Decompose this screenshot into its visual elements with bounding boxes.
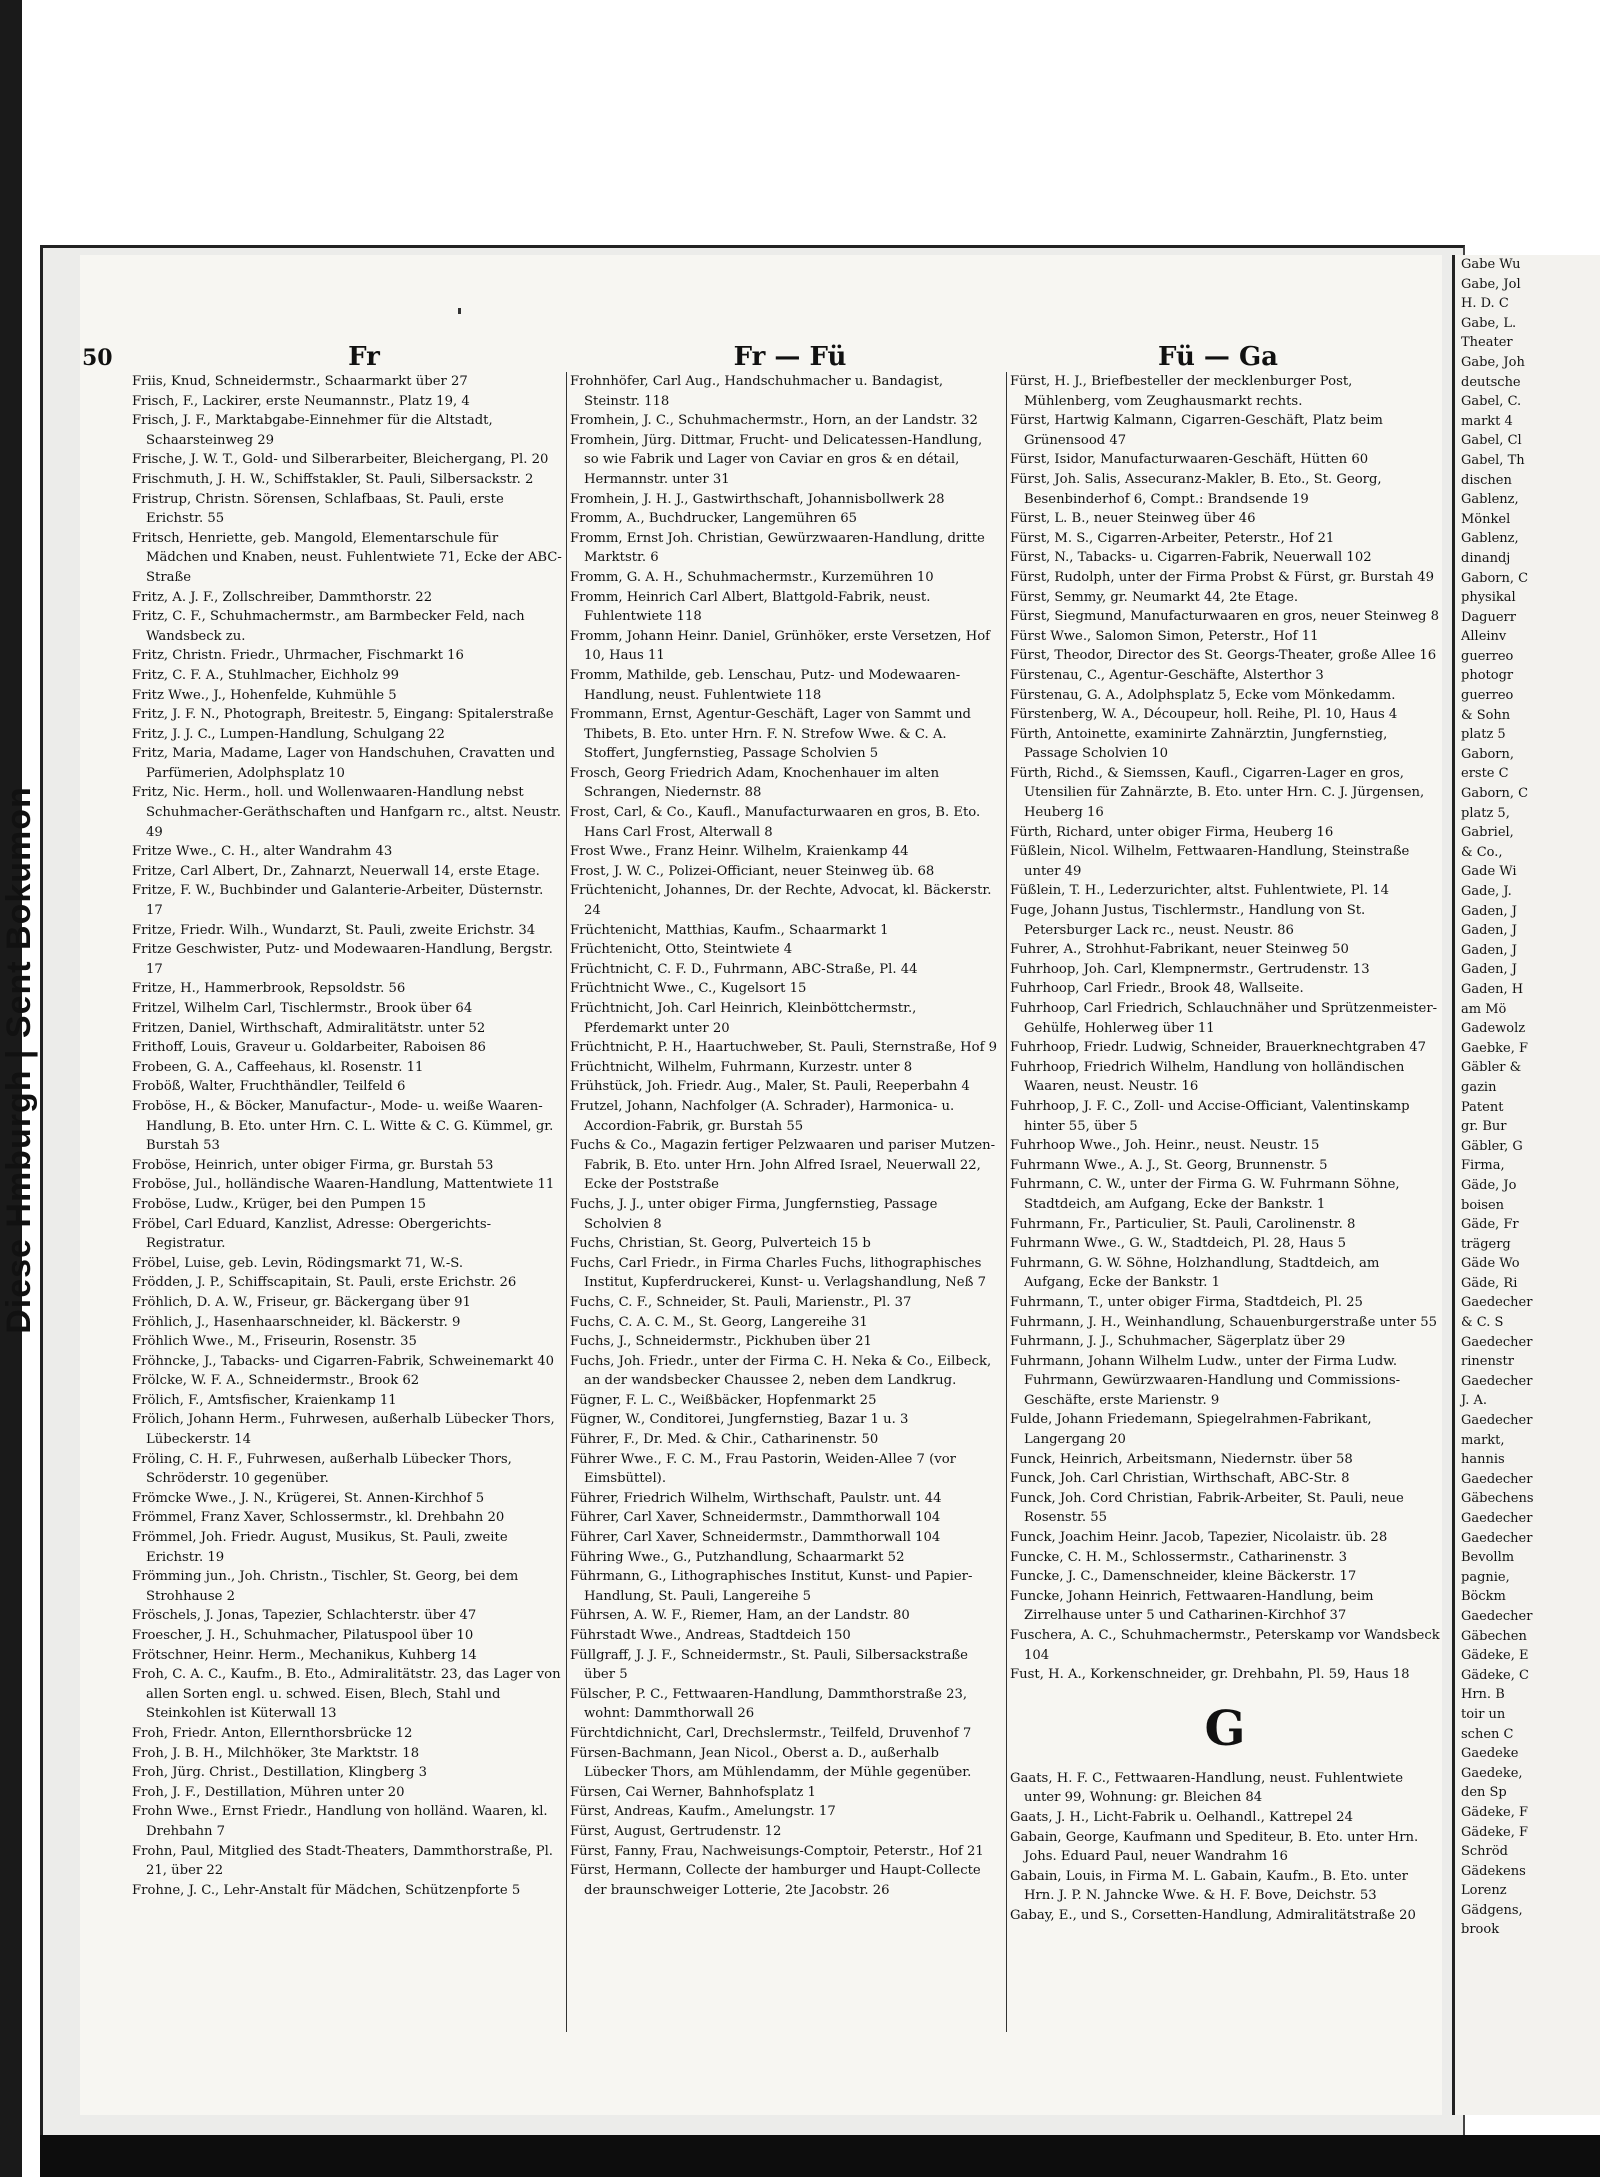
directory-entry: Gädeke, F	[1461, 1804, 1529, 1820]
directory-entry: Fürst Wwe., Salomon Simon, Peterstr., Hof 11	[1010, 628, 1319, 644]
column-header-1: Fr	[348, 342, 380, 372]
directory-entry: Frost, Carl, & Co., Kaufl., Manufacturwaaren en gros, B. Eto. Hans Carl Frost, Alterwall 8	[570, 805, 981, 840]
directory-entry: Fuhrmann, J. J., Schuhmacher, Sägerplatz über 29	[1010, 1334, 1346, 1350]
directory-entry: Fröling, C. H. F., Fuhrwesen, außerhalb Lübecker Thors, Schröderstr. 10 gegenüber.	[132, 1451, 512, 1487]
directory-entry: brook	[1461, 1922, 1500, 1938]
directory-entry: Fürst, Semmy, gr. Neumarkt 44, 2te Etage.	[1010, 589, 1299, 605]
directory-entry: Fürsen, Cai Werner, Bahnhofsplatz 1	[570, 1784, 816, 1800]
directory-entry: den Sp	[1461, 1785, 1507, 1801]
directory-entry: Froh, J. F., Destillation, Mühren unter 20	[132, 1784, 405, 1800]
directory-entry: Gädeke, F	[1461, 1824, 1529, 1840]
directory-entry: Früchtenicht, Matthias, Kaufm., Schaarmarkt 1	[570, 922, 889, 938]
directory-entry: Fuhrmann, G. W. Söhne, Holzhandlung, Stadtdeich, am Aufgang, Ecke der Bankstr. 1	[1010, 1255, 1380, 1291]
directory-entry: Gaden, J	[1461, 903, 1517, 919]
directory-entry: Funck, Joachim Heinr. Jacob, Tapezier, Nicolaistr. üb. 28	[1010, 1530, 1388, 1546]
directory-entry: Fröhlich Wwe., M., Friseurin, Rosenstr. 35	[132, 1334, 417, 1350]
directory-entry: Fuchs, J. J., unter obiger Firma, Jungfernstieg, Passage Scholvien 8	[570, 1196, 938, 1232]
directory-entry: Fürstenau, C., Agentur-Geschäfte, Alsterthor 3	[1010, 667, 1324, 683]
directory-entry: Froböß, Walter, Fruchthändler, Teilfeld 6	[132, 1079, 406, 1095]
directory-entry: Gabe, L.	[1461, 315, 1517, 331]
directory-entry: & C. S	[1461, 1315, 1504, 1331]
directory-entry: Fröhlich, J., Hasenhaarschneider, kl. Bäckerstr. 9	[132, 1314, 461, 1330]
column-header-3: Fü — Ga	[1157, 342, 1279, 372]
directory-entry: Fritzel, Wilhelm Carl, Tischlermstr., Brook über 64	[132, 1001, 473, 1016]
directory-entry: Früchtenicht, Johannes, Dr. der Rechte, Advocat, kl. Bäckerstr. 24	[570, 883, 992, 919]
directory-entry: Patent	[1461, 1099, 1504, 1115]
directory-entry: Gabe, Jol	[1461, 276, 1521, 292]
directory-entry: Gaedecher	[1461, 1530, 1533, 1546]
directory-entry: Fust, H. A., Korkenschneider, gr. Drehbahn, Pl. 59, Haus 18	[1010, 1667, 1410, 1683]
directory-entry: Fürst, M. S., Cigarren-Arbeiter, Peterstr., Hof 21	[1010, 530, 1335, 546]
directory-entry: hannis	[1461, 1452, 1505, 1468]
directory-entry: Führer, Friedrich Wilhelm, Wirthschaft, Paulstr. unt. 44	[570, 1490, 942, 1506]
directory-entry: Frohn, Paul, Mitglied des Stadt-Theaters, Dammthorstraße, Pl. 21, über 22	[132, 1843, 553, 1879]
directory-entry: Theater	[1461, 335, 1513, 351]
page-number: 50	[82, 345, 113, 371]
directory-entry: Fröbel, Carl Eduard, Kanzlist, Adresse: Obergerichts-Registratur.	[132, 1216, 492, 1252]
directory-entry: Fürst, Siegmund, Manufacturwaaren en gros, neuer Steinweg 8	[1010, 609, 1439, 625]
directory-entry: Frisch, J. F., Marktabgabe-Einnehmer für die Altstadt, Schaarsteinweg 29	[132, 413, 493, 448]
directory-entry: Fuhrmann Wwe., G. W., Stadtdeich, Pl. 28, Haus 5	[1010, 1236, 1346, 1252]
directory-entry: Fuhrhoop, Friedrich Wilhelm, Handlung von holländischen Waaren, neust. Neustr. 16	[1010, 1059, 1405, 1095]
directory-entry: boisen	[1461, 1197, 1505, 1213]
directory-entry: Früchtnicht, Wilhelm, Fuhrmann, Kurzestr. unter 8	[570, 1059, 913, 1075]
directory-column-3	[1010, 372, 1440, 2032]
directory-entry: Fürth, Antoinette, examinirte Zahnärztin, Jungfernstieg, Passage Scholvien 10	[1010, 726, 1388, 762]
directory-entry: Fritze Wwe., C. H., alter Wandrahm 43	[132, 844, 393, 860]
directory-entry: Gaedeke	[1461, 1746, 1519, 1762]
directory-entry: Fritze, F. W., Buchbinder und Galanterie-Arbeiter, Düsternstr. 17	[132, 883, 544, 919]
directory-entry: Fürst, Rudolph, unter der Firma Probst & Fürst, gr. Burstah 49	[1010, 569, 1435, 585]
directory-entry: Gaats, J. H., Licht-Fabrik u. Oelhandl., Kattrepel 24	[1010, 1809, 1353, 1825]
directory-entry: Frommann, Ernst, Agentur-Geschäft, Lager von Sammt und Thibets, B. Eto. unter Hrn. F. N. Strefow Wwe. & C. A. Stoffert, Jungfernstieg, Passage Scholvien 5	[570, 707, 972, 762]
column-header-2: Fr — Fü	[733, 342, 847, 372]
directory-entry: Fuhrhoop Wwe., Joh. Heinr., neust. Neustr. 15	[1010, 1138, 1320, 1154]
directory-entry: Frömming jun., Joh. Christn., Tischler, St. Georg, bei dem Strohhause 2	[132, 1569, 519, 1604]
directory-entry: Froh, Friedr. Anton, Ellernthorsbrücke 12	[132, 1725, 413, 1741]
directory-entry: markt,	[1461, 1432, 1505, 1448]
directory-entry: Führmann, G., Lithographisches Institut, Kunst- und Papier-Handlung, St. Pauli, Langereihe 5	[570, 1569, 973, 1604]
directory-entry: Führer, Carl Xaver, Schneidermstr., Dammthorwall 104	[570, 1530, 941, 1546]
directory-entry: Fritze, Friedr. Wilh., Wundarzt, St. Pauli, zweite Erichstr. 34	[132, 922, 536, 938]
directory-entry: Gabe, Joh	[1461, 354, 1525, 370]
directory-entry: Fröschels, J. Jonas, Tapezier, Schlachterstr. über 47	[132, 1608, 477, 1624]
directory-entry: Gäde, Fr	[1461, 1217, 1519, 1233]
directory-entry: Frohnhöfer, Carl Aug., Handschuhmacher u. Bandagist, Steinstr. 118	[570, 374, 944, 409]
directory-entry: Fritze, H., Hammerbrook, Repsoldstr. 56	[132, 981, 406, 997]
directory-entry: Führing Wwe., G., Putzhandlung, Schaarmarkt 52	[570, 1549, 905, 1565]
directory-entry: Frohne, J. C., Lehr-Anstalt für Mädchen, Schützenpforte 5	[132, 1882, 521, 1898]
directory-entry: Fromm, A., Buchdrucker, Langemühren 65	[570, 511, 858, 527]
directory-entry: Früchtnicht, P. H., Haartuchweber, St. Pauli, Sternstraße, Hof 9	[570, 1040, 998, 1056]
directory-entry: Gaden, J	[1461, 962, 1517, 978]
directory-entry: platz 5	[1461, 727, 1506, 743]
directory-entry: Fromm, Johann Heinr. Daniel, Grünhöker, erste Versetzen, Hof 10, Haus 11	[570, 628, 991, 664]
directory-entry: Fuchs, Joh. Friedr., unter der Firma C. H. Neka & Co., Eilbeck, an der wandsbecker Chaussee 2, neben dem Landkrug.	[570, 1353, 992, 1389]
directory-entry: Gädeke, C	[1461, 1667, 1529, 1683]
directory-entry: Fülscher, P. C., Fettwaaren-Handlung, Dammthorstraße 23, wohnt: Dammthorwall 26	[570, 1686, 968, 1722]
directory-entry: Fuhrmann, C. W., unter der Firma G. W. Fuhrmann Söhne, Stadtdeich, am Aufgang, Ecke der Bankstr. 1	[1010, 1177, 1400, 1212]
directory-entry: Gäbler &	[1461, 1060, 1522, 1076]
directory-entry: deutsche	[1461, 374, 1521, 390]
directory-entry: Mönkel	[1461, 511, 1511, 527]
directory-entry: Frithoff, Louis, Graveur u. Goldarbeiter, Raboisen 86	[132, 1040, 486, 1056]
directory-entry: Gaborn,	[1461, 746, 1515, 762]
directory-entry: Fuchs, C. A. C. M., St. Georg, Langereihe 31	[570, 1314, 868, 1330]
directory-entry: Frutzel, Johann, Nachfolger (A. Schrader), Harmonica- u. Accordion-Fabrik, gr. Burstah 55	[570, 1098, 955, 1134]
directory-entry: rinenstr	[1461, 1354, 1514, 1370]
directory-entry: Fürst, H. J., Briefbesteller der mecklenburger Post, Mühlenberg, vom Zeughausmarkt rechts.	[1010, 374, 1353, 409]
directory-entry: Führsen, A. W. F., Riemer, Ham, an der Landstr. 80	[570, 1608, 910, 1624]
directory-entry: Fuhrmann, Fr., Particulier, St. Pauli, Carolinenstr. 8	[1010, 1216, 1356, 1232]
directory-entry: Gäbechen	[1461, 1628, 1527, 1644]
directory-entry: Friis, Knud, Schneidermstr., Schaarmarkt über 27	[132, 374, 468, 389]
directory-entry: Fritz, Christn. Friedr., Uhrmacher, Fischmarkt 16	[132, 648, 464, 664]
directory-entry: & Sohn	[1461, 707, 1511, 723]
directory-entry: Fürst, Joh. Salis, Assecuranz-Makler, B. Eto., St. Georg, Besenbinderhof 6, Compt.: Brandsende 19	[1010, 471, 1382, 507]
column-divider	[1006, 372, 1007, 2032]
directory-entry: Gaedecher	[1461, 1511, 1533, 1526]
directory-entry: J. A.	[1461, 1393, 1487, 1409]
directory-entry: Funck, Joh. Cord Christian, Fabrik-Arbeiter, St. Pauli, neue Rosenstr. 55	[1010, 1490, 1404, 1526]
directory-entry: Gade, J.	[1461, 884, 1512, 899]
directory-entry: Frosch, Georg Friedrich Adam, Knochenhauer im alten Schrangen, Niedernstr. 88	[570, 765, 940, 801]
directory-entry: Fürst, Theodor, Director des St. Georgs-Theater, große Allee 16	[1010, 648, 1437, 664]
directory-entry: Fuhrhoop, Carl Friedr., Brook 48, Wallseite.	[1010, 981, 1304, 997]
directory-entry: Fürst, Isidor, Manufacturwaaren-Geschäft, Hütten 60	[1010, 452, 1369, 468]
directory-entry: Funck, Heinrich, Arbeitsmann, Niedernstr. über 58	[1010, 1451, 1353, 1467]
directory-entry: Gaedeke,	[1461, 1765, 1523, 1781]
directory-entry: am Mö	[1461, 1001, 1507, 1017]
directory-entry: Schröd	[1461, 1844, 1508, 1860]
directory-entry: Gädgens,	[1461, 1902, 1523, 1918]
directory-entry: Gaedecher	[1461, 1413, 1533, 1429]
directory-entry: Fritz, J. F. N., Photograph, Breitestr. 5, Eingang: Spitalerstraße	[132, 707, 554, 723]
directory-entry: Fuhrhoop, Carl Friedrich, Schlauchnäher und Sprützenmeister-Gehülfe, Hohlerweg über 11	[1010, 1001, 1438, 1036]
column-divider	[566, 372, 567, 2032]
directory-entry: Fröbel, Luise, geb. Levin, Rödingsmarkt 71, W.-S.	[132, 1255, 464, 1271]
directory-entry: Führer, Carl Xaver, Schneidermstr., Dammthorwall 104	[570, 1510, 941, 1526]
directory-entry: trägerg	[1461, 1236, 1511, 1252]
directory-entry: Gädeke, E	[1461, 1648, 1529, 1664]
directory-entry: Fromhein, J. H. J., Gastwirthschaft, Johannisbollwerk 28	[570, 491, 945, 507]
directory-entry: Gaedecher	[1461, 1373, 1533, 1389]
directory-entry: Fristrup, Christn. Sörensen, Schlafbaas, St. Pauli, erste Erichstr. 55	[132, 491, 504, 527]
directory-entry: Fügner, F. L. C., Weißbäcker, Hopfenmarkt 25	[570, 1392, 877, 1408]
directory-entry: Fritsch, Henriette, geb. Mangold, Elementarschule für Mädchen und Knaben, neust. Fuhlentwiete 71, Ecke der ABC-Straße	[132, 530, 562, 585]
directory-entry: Frost, J. W. C., Polizei-Officiant, neuer Steinweg üb. 68	[570, 863, 935, 879]
directory-entry: Funcke, J. C., Damenschneider, kleine Bäckerstr. 17	[1010, 1569, 1357, 1585]
directory-entry: Füllgraff, J. J. F., Schneidermstr., St. Pauli, Silbersackstraße über 5	[570, 1647, 968, 1683]
directory-entry: Gade Wi	[1461, 864, 1517, 880]
directory-entry: Froböse, Ludw., Krüger, bei den Pumpen 15	[132, 1196, 427, 1212]
directory-entry: Froböse, Jul., holländische Waaren-Handlung, Mattentwiete 11	[132, 1177, 555, 1193]
directory-entry: Hrn. B	[1461, 1687, 1505, 1703]
directory-entry: Gabel, Cl	[1461, 433, 1522, 449]
directory-entry: Fuchs, Christian, St. Georg, Pulverteich 15 b	[570, 1236, 871, 1252]
directory-entry: Führstadt Wwe., Andreas, Stadtdeich 150	[570, 1628, 851, 1643]
directory-entry: Gablenz,	[1461, 492, 1519, 508]
directory-entry: Führer Wwe., F. C. M., Frau Pastorin, Weiden-Allee 7 (vor Eimsbüttel).	[570, 1451, 956, 1487]
directory-entry: Frisch, F., Lackirer, erste Neumannstr., Platz 19, 4	[132, 393, 470, 409]
directory-entry: Frölich, Johann Herm., Fuhrwesen, außerhalb Lübecker Thors, Lübeckerstr. 14	[132, 1412, 555, 1448]
directory-entry: Fuhrhoop, J. F. C., Zoll- und Accise-Officiant, Valentinskamp hinter 55, über 5	[1010, 1098, 1410, 1134]
directory-entry: Fritze, Carl Albert, Dr., Zahnarzt, Neuerwall 14, erste Etage.	[132, 863, 540, 879]
directory-entry: Gabel, C.	[1461, 394, 1522, 410]
directory-entry: Gabriel,	[1461, 825, 1514, 841]
directory-entry: Frühstück, Joh. Friedr. Aug., Maler, St. Pauli, Reeperbahn 4	[570, 1079, 970, 1095]
directory-entry: platz 5,	[1461, 805, 1510, 821]
directory-entry: Gaden, H	[1461, 981, 1524, 997]
directory-entry: Firma,	[1461, 1158, 1505, 1174]
directory-entry: Gaedecher	[1461, 1471, 1533, 1487]
directory-entry: Fromm, Ernst Joh. Christian, Gewürzwaaren-Handlung, dritte Marktstr. 6	[570, 530, 985, 566]
directory-entry: Froh, Jürg. Christ., Destillation, Klingberg 3	[132, 1765, 428, 1781]
directory-entry: Fürst, N., Tabacks- u. Cigarren-Fabrik, Neuerwall 102	[1010, 550, 1372, 566]
directory-entry: Frölich, F., Amtsfischer, Kraienkamp 11	[132, 1392, 397, 1408]
directory-entry: dinandj	[1461, 550, 1511, 566]
directory-entry: Fürst, August, Gertrudenstr. 12	[570, 1823, 782, 1839]
adjacent-page-fragment	[1452, 255, 1600, 2115]
directory-entry: Früchtenicht, Otto, Steintwiete 4	[570, 942, 793, 958]
directory-entry: dischen	[1461, 472, 1512, 488]
directory-entry: Gaedecher	[1461, 1608, 1533, 1624]
directory-entry: guerreo	[1461, 688, 1514, 704]
directory-entry: Fulde, Johann Friedemann, Spiegelrahmen-Fabrikant, Langergang 20	[1010, 1412, 1372, 1448]
directory-entry: Fromm, G. A. H., Schuhmachermstr., Kurzemühren 10	[570, 569, 934, 585]
directory-entry: Frömcke Wwe., J. N., Krügerei, St. Annen-Kirchhof 5	[132, 1490, 485, 1506]
directory-entry: Fuchs, J., Schneidermstr., Pickhuben über 21	[570, 1334, 872, 1350]
directory-entry: Böckm	[1461, 1589, 1506, 1605]
directory-entry: Frödden, J. P., Schiffscapitain, St. Pauli, erste Erichstr. 26	[132, 1275, 517, 1291]
directory-entry: Fritz, C. F. A., Stuhlmacher, Eichholz 99	[132, 667, 400, 683]
directory-entry: Führer, F., Dr. Med. & Chir., Catharinenstr. 50	[570, 1432, 879, 1448]
directory-entry: physikal	[1461, 590, 1516, 606]
directory-entry: Fuhrmann, J. H., Weinhandlung, Schauenburgerstraße unter 55	[1010, 1314, 1437, 1330]
directory-entry: Frölcke, W. F. A., Schneidermstr., Brook 62	[132, 1373, 420, 1389]
directory-entry: Gabain, Louis, in Firma M. L. Gabain, Kaufm., B. Eto. unter Hrn. J. P. N. Jahncke Wwe. & H. F. Bove, Deichstr. 53	[1010, 1868, 1408, 1904]
directory-entry: Füßlein, T. H., Lederzurichter, altst. Fuhlentwiete, Pl. 14	[1010, 883, 1390, 899]
directory-entry: Fröhlich, D. A. W., Friseur, gr. Bäckergang über 91	[132, 1294, 471, 1310]
directory-entry: Früchtnicht, Joh. Carl Heinrich, Kleinböttchermstr., Pferdemarkt unter 20	[570, 1001, 917, 1036]
directory-entry: Fürstenberg, W. A., Découpeur, holl. Reihe, Pl. 10, Haus 4	[1010, 707, 1398, 723]
directory-entry: Gäde Wo	[1461, 1256, 1520, 1272]
directory-entry: Fuchs & Co., Magazin fertiger Pelzwaaren und pariser Mutzen-Fabrik, B. Eto. unter Hrn. John Alfred Israel, Neuerwall 22, Ecke der Poststraße	[570, 1138, 996, 1193]
directory-entry: Früchtnicht, C. F. D., Fuhrmann, ABC-Straße, Pl. 44	[570, 961, 918, 977]
directory-entry: Gaden, J	[1461, 942, 1517, 958]
directory-entry: Fromhein, J. C., Schuhmachermstr., Horn, an der Landstr. 32	[570, 413, 978, 429]
directory-entry: Fuhrmann, Johann Wilhelm Ludw., unter der Firma Ludw. Fuhrmann, Gewürzwaaren-Handlung und Commissions-Geschäfte, erste Marienstr. 9	[1010, 1353, 1401, 1408]
directory-entry: Frobeen, G. A., Caffeehaus, kl. Rosenstr. 11	[132, 1059, 424, 1075]
directory-entry: Fritze Geschwister, Putz- und Modewaaren-Handlung, Bergstr. 17	[132, 942, 553, 977]
directory-entry: Gabe Wu	[1461, 257, 1521, 272]
directory-entry: Frische, J. W. T., Gold- und Silberarbeiter, Bleichergang, Pl. 20	[132, 452, 549, 468]
directory-entry: guerreo	[1461, 648, 1514, 664]
directory-entry: Froböse, Heinrich, unter obiger Firma, gr. Burstah 53	[132, 1157, 494, 1173]
directory-entry: Fuchs, Carl Friedr., in Firma Charles Fuchs, lithographisches Institut, Kupferdruckerei, Kunst- u. Verlagshandlung, Neß 7	[570, 1255, 986, 1291]
directory-entry: Gabel, Th	[1461, 452, 1525, 468]
directory-entry: Fritz, J. J. C., Lumpen-Handlung, Schulgang 22	[132, 726, 445, 742]
directory-entry: Fritzen, Daniel, Wirthschaft, Admiralitätstr. unter 52	[132, 1020, 486, 1036]
directory-entry: Fritz Wwe., J., Hohenfelde, Kuhmühle 5	[132, 687, 397, 703]
directory-entry: Gaborn, C	[1461, 786, 1529, 802]
directory-entry: Fürst, Hartwig Kalmann, Cigarren-Geschäft, Platz beim Grünensood 47	[1010, 413, 1383, 448]
directory-entry: Daguerr	[1461, 609, 1516, 625]
directory-entry: Fürsen-Bachmann, Jean Nicol., Oberst a. D., außerhalb Lübecker Thors, am Mühlendamm, der Mühle gegenüber.	[570, 1745, 972, 1781]
directory-entry: Froh, J. B. H., Milchhöker, 3te Marktstr. 18	[132, 1745, 420, 1761]
directory-entry: Alleinv	[1461, 629, 1507, 645]
directory-entry: Frost Wwe., Franz Heinr. Wilhelm, Kraienkamp 44	[570, 844, 909, 860]
directory-entry: Froh, C. A. C., Kaufm., B. Eto., Admiralitätstr. 23, das Lager von allen Sorten engl. u. schwed. Eisen, Blech, Stahl und Steinkohlen ist Küterwall 13	[132, 1667, 561, 1722]
directory-entry: Gäde, Ri	[1461, 1275, 1518, 1291]
directory-entry: Gaborn, C	[1461, 570, 1529, 586]
directory-entry: Gablenz,	[1461, 531, 1519, 547]
directory-entry: erste C	[1461, 766, 1509, 782]
directory-entry: Fritz, Maria, Madame, Lager von Handschuhen, Cravatten und Parfümerien, Adolphsplatz 10	[132, 746, 555, 781]
directory-entry: Fuhrer, A., Strohhut-Fabrikant, neuer Steinweg 50	[1010, 942, 1349, 958]
directory-entry: Fügner, W., Conditorei, Jungfernstieg, Bazar 1 u. 3	[570, 1412, 909, 1428]
print-mark	[458, 308, 461, 314]
directory-entry: Froescher, J. H., Schuhmacher, Pilatuspool über 10	[132, 1628, 474, 1643]
directory-entry: Gaedecher	[1461, 1295, 1533, 1311]
directory-entry: Gaedecher	[1461, 1334, 1533, 1350]
directory-entry: schen C	[1461, 1726, 1514, 1742]
directory-entry: Gädekens	[1461, 1863, 1526, 1879]
directory-entry: Gäde, Jo	[1461, 1177, 1517, 1193]
directory-entry: Funck, Joh. Carl Christian, Wirthschaft, ABC-Str. 8	[1010, 1471, 1350, 1487]
directory-column-1	[132, 372, 562, 2032]
directory-entry: Fuchs, C. F., Schneider, St. Pauli, Marienstr., Pl. 37	[570, 1294, 912, 1310]
directory-entry: Fuhrmann Wwe., A. J., St. Georg, Brunnenstr. 5	[1010, 1157, 1328, 1173]
directory-entry: Fröhncke, J., Tabacks- und Cigarren-Fabrik, Schweinemarkt 40	[132, 1353, 555, 1369]
directory-entry: Funcke, Johann Heinrich, Fettwaaren-Handlung, beim Zirrelhause unter 5 und Catharinen-Kirchhof 37	[1010, 1588, 1374, 1624]
directory-entry: Gadewolz	[1461, 1021, 1526, 1037]
directory-entry: Lorenz	[1461, 1883, 1507, 1899]
directory-entry: pagnie,	[1461, 1569, 1510, 1585]
directory-entry: Fürst, Hermann, Collecte der hamburger und Haupt-Collecte der braunschweiger Lotterie, 2te Jacobstr. 26	[570, 1863, 981, 1898]
directory-entry: Frömmel, Franz Xaver, Schlossermstr., kl. Drehbahn 20	[132, 1510, 505, 1526]
directory-entry: markt 4	[1461, 413, 1513, 429]
directory-entry: Fuge, Johann Justus, Tischlermstr., Handlung von St. Petersburger Lack rc., neust. Neustr. 86	[1010, 903, 1366, 938]
directory-entry: Fürst, Fanny, Frau, Nachweisungs-Comptoir, Peterstr., Hof 21	[570, 1843, 984, 1859]
directory-entry: Fürst, L. B., neuer Steinweg über 46	[1010, 511, 1256, 527]
directory-entry: toir un	[1461, 1706, 1506, 1722]
directory-entry: Frischmuth, J. H. W., Schiffstakler, St. Pauli, Silbersackstr. 2	[132, 471, 534, 487]
directory-entry: Fritz, Nic. Herm., holl. und Wollenwaaren-Handlung nebst Schuhmacher-Geräthschaften und Hanfgarn rc., altst. Neustr. 49	[132, 785, 561, 840]
directory-entry: Fuhrhoop, Friedr. Ludwig, Schneider, Brauerknechtgraben 47	[1010, 1040, 1426, 1056]
directory-entry: Fritz, A. J. F., Zollschreiber, Dammthorstr. 22	[132, 589, 433, 605]
directory-entry: gr. Bur	[1461, 1119, 1507, 1135]
directory-entry: Fürstenau, G. A., Adolphsplatz 5, Ecke vom Mönkedamm.	[1010, 687, 1396, 703]
section-letter-g: G	[1204, 1700, 1246, 1757]
scan-bottom-band	[40, 2135, 1600, 2177]
directory-entry: Gabain, George, Kaufmann und Spediteur, B. Eto. unter Hrn. Johs. Eduard Paul, neuer Wandrahm 16	[1010, 1829, 1419, 1865]
directory-entry: Fritz, C. F., Schuhmachermstr., am Barmbecker Feld, nach Wandsbeck zu.	[132, 609, 525, 644]
directory-entry: Fürth, Richd., & Siemssen, Kaufl., Cigarren-Lager en gros, Utensilien für Zahnärzte, B. Eto. unter Hrn. C. J. Jürgensen, Heuberg 16	[1010, 765, 1425, 821]
directory-entry: Frötschner, Heinr. Herm., Mechanikus, Kuhberg 14	[132, 1647, 477, 1663]
directory-entry: Gäbler, G	[1461, 1138, 1523, 1154]
directory-entry: Früchtnicht Wwe., C., Kugelsort 15	[570, 981, 807, 997]
directory-entry: Fürchtdichnicht, Carl, Drechslermstr., Teilfeld, Druvenhof 7	[570, 1725, 972, 1741]
directory-entry: gazin	[1461, 1079, 1497, 1095]
directory-entry: Fürth, Richard, unter obiger Firma, Heuberg 16	[1010, 824, 1334, 840]
directory-entry: Gaebke, F	[1461, 1040, 1529, 1056]
directory-entry: Fuhrhoop, Joh. Carl, Klempnermstr., Gertrudenstr. 13	[1010, 961, 1370, 977]
directory-entry: Frohn Wwe., Ernst Friedr., Handlung von holländ. Waaren, kl. Drehbahn 7	[132, 1804, 548, 1839]
directory-entry: Fuschera, A. C., Schuhmachermstr., Peterskamp vor Wandsbeck 104	[1010, 1628, 1440, 1663]
directory-entry: Gäbechens	[1461, 1491, 1534, 1507]
directory-entry: Frömmel, Joh. Friedr. August, Musikus, St. Pauli, zweite Erichstr. 19	[132, 1530, 508, 1565]
directory-entry: Füßlein, Nicol. Wilhelm, Fettwaaren-Handlung, Steinstraße unter 49	[1010, 844, 1410, 879]
directory-entry: Fromhein, Jürg. Dittmar, Frucht- und Delicatessen-Handlung, so wie Fabrik und Lager von Caviar en gros & en détail, Hermannstr. unter 31	[570, 432, 983, 487]
directory-entry: Froböse, H., & Böcker, Manufactur-, Mode- u. weiße Waaren-Handlung, B. Eto. unter Hrn. C. L. Witte & C. G. Kümmel, gr. Burstah 53	[132, 1098, 554, 1154]
directory-entry: Fromm, Heinrich Carl Albert, Blattgold-Fabrik, neust. Fuhlentwiete 118	[570, 589, 931, 625]
directory-entry: H. D. C	[1461, 296, 1509, 312]
directory-entry: Funcke, C. H. M., Schlossermstr., Catharinenstr. 3	[1010, 1549, 1347, 1565]
directory-entry: & Co.,	[1461, 844, 1503, 860]
directory-entry: Gaats, H. F. C., Fettwaaren-Handlung, neust. Fuhlentwiete unter 99, Wohnung: gr. Bleichen 84	[1010, 1770, 1404, 1806]
directory-entry: photogr	[1461, 668, 1514, 684]
directory-entry: Fürst, Andreas, Kaufm., Amelungstr. 17	[570, 1804, 836, 1820]
directory-entry: Gaden, J	[1461, 923, 1517, 939]
directory-entry: Bevollm	[1461, 1550, 1515, 1566]
directory-entry: Fuhrmann, T., unter obiger Firma, Stadtdeich, Pl. 25	[1010, 1294, 1363, 1310]
directory-entry: Gabay, E., und S., Corsetten-Handlung, Admiralitätstraße 20	[1010, 1907, 1416, 1923]
directory-column-2	[570, 372, 1000, 2032]
side-watermark-label: Diese Hmburgh | Sent Bokumon	[0, 786, 38, 1334]
directory-entry: Fromm, Mathilde, geb. Lenschau, Putz- und Modewaaren-Handlung, neust. Fuhlentwiete 118	[570, 667, 961, 703]
